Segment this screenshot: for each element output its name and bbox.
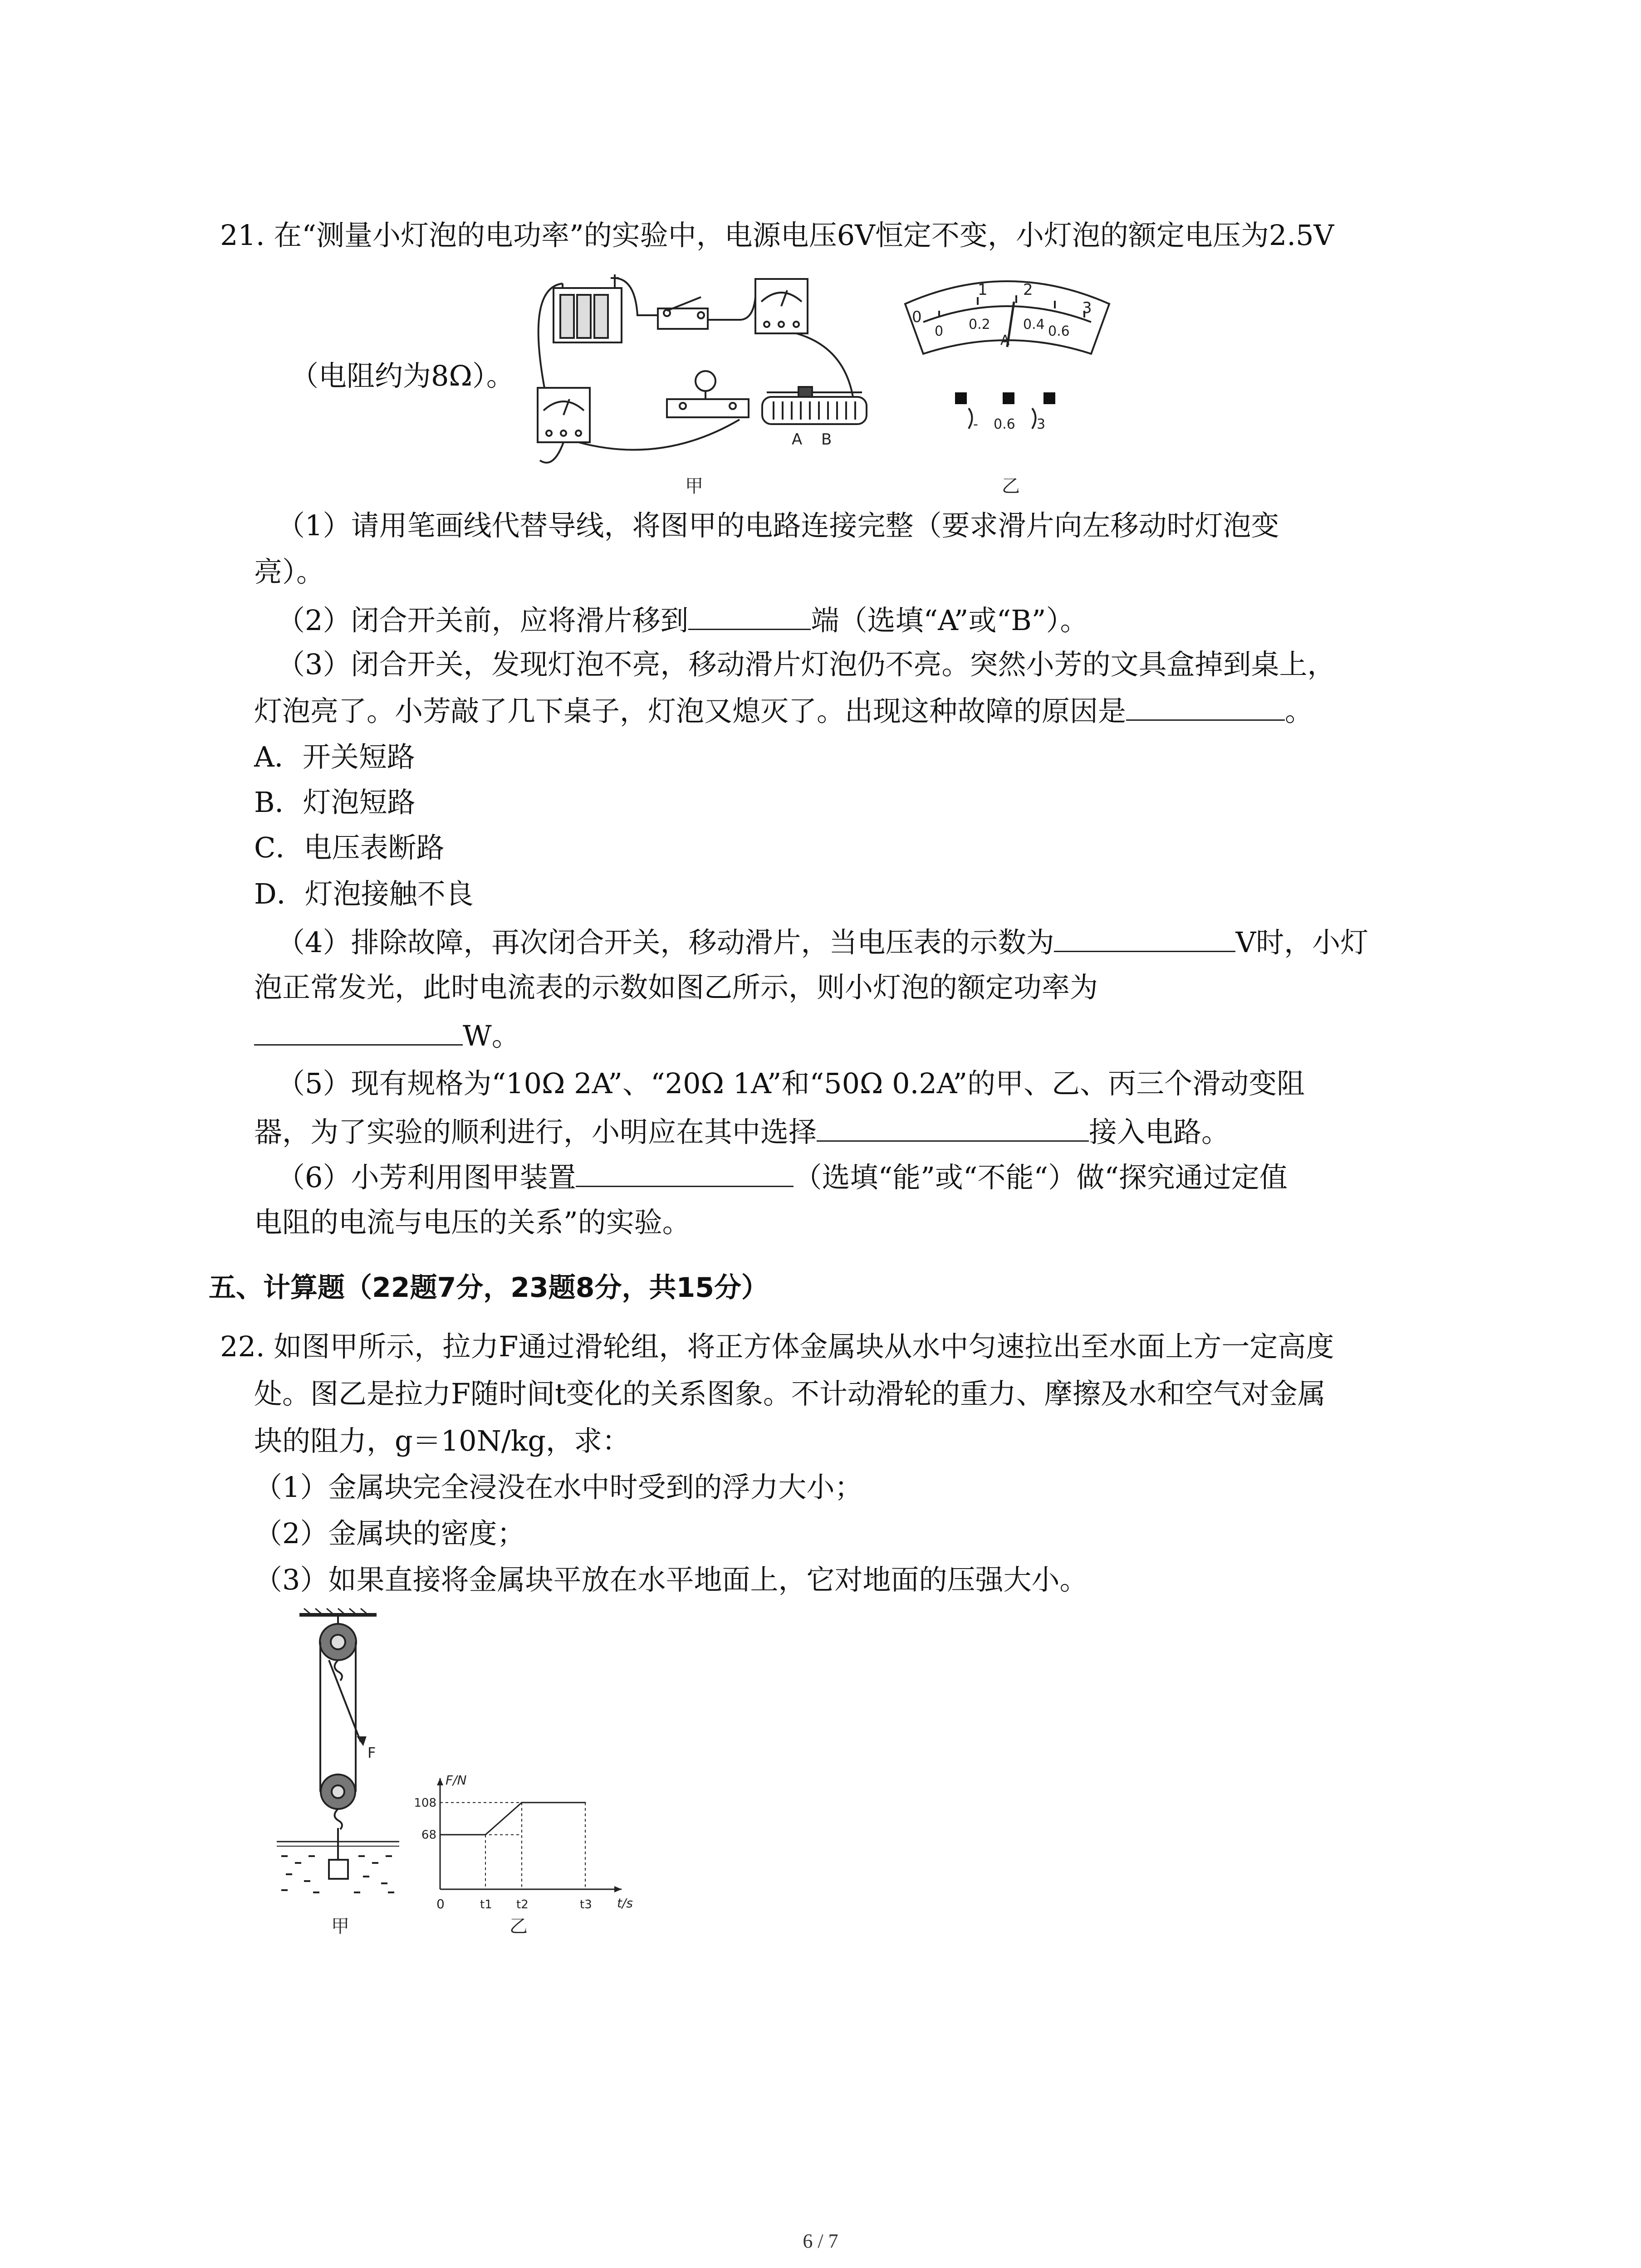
y-tick-label-0: 68 (421, 1828, 436, 1842)
q21-p3-text-c: 。 (1285, 694, 1313, 728)
y-axis-label: F/N (446, 1773, 467, 1788)
rheostat-label-a: A (792, 430, 803, 449)
force-series-line (440, 1803, 585, 1835)
q21-p4-voltage-blank[interactable] (1054, 923, 1235, 952)
q21-option-b: B．灯泡短路 (254, 786, 416, 819)
figure-caption-jia-q22: 甲 (331, 1916, 349, 1937)
q21-p4-line-a (277, 923, 1368, 961)
battery-icon (554, 274, 622, 342)
terminal-minus: - (973, 416, 978, 432)
page-number: 6 / 7 (803, 2230, 838, 2252)
dial-scale-0a: 0 (912, 308, 922, 326)
switch-icon (658, 297, 708, 329)
q21-p3-text-b: 灯泡亮了。小芳敲了几下桌子，灯泡又熄灭了。出现这种故障的原因是 (254, 694, 1127, 728)
ammeter-dial-figure (901, 272, 1114, 454)
q21-p2-line (277, 601, 1088, 639)
force-point-0 (440, 1834, 441, 1835)
y-axis-arrow (437, 1778, 443, 1785)
q21-p1-line-b: 亮）。 (254, 555, 325, 588)
q21-line-1: 21. 在“测量小灯泡的电功率”的实验中，电源电压6V恒定不变，小灯泡的额定电压为2.5V (220, 219, 1334, 252)
pulley-force-label: F (367, 1744, 376, 1761)
pulley-figure (272, 1606, 417, 1923)
dial-scale-02: 0.2 (969, 317, 990, 332)
q21-p6-text-b: （选填“能”或“不能“）做“探究通过定值 (794, 1161, 1288, 1194)
q22-line-2: 处。图乙是拉力F随时间t变化的关系图象。不计动滑轮的重力、摩擦及水和空气对金属 (254, 1377, 1326, 1410)
q21-p2-answer-blank[interactable] (688, 601, 811, 630)
q21-p5-answer-blank[interactable] (817, 1112, 1089, 1142)
dial-unit-a: A (1000, 332, 1010, 348)
rheostat-label-b: B (821, 430, 832, 449)
y-tick-label-1: 108 (414, 1796, 436, 1810)
ammeter-icon (538, 388, 590, 442)
x-tick-label-t3: t3 (580, 1898, 592, 1911)
figure-caption-yi-q21: 乙 (1002, 476, 1020, 497)
force-time-chart (399, 1765, 635, 1914)
q22-sub-2: （2）金属块的密度； (254, 1517, 525, 1550)
q21-p2-text-b: 端（选填“A”或“B”）。 (811, 604, 1088, 637)
q21-p5-line-a: （5）现有规格为“10Ω 2A”、“20Ω 1A”和“50Ω 0.2A”的甲、乙、丙三个滑动变阻 (277, 1067, 1305, 1100)
x-axis-arrow (614, 1886, 622, 1892)
voltmeter-icon (755, 279, 808, 333)
q21-p6-answer-blank[interactable] (576, 1158, 794, 1187)
q21-p6-text-a: （6）小芳利用图甲装置 (277, 1161, 576, 1194)
dial-scale-1: 1 (978, 281, 988, 299)
q21-p1-line-a: （1）请用笔画线代替导线，将图甲的电路连接完整（要求滑片向左移动时灯泡变 (277, 509, 1279, 542)
x-tick-label-t1: t1 (480, 1898, 492, 1911)
q21-p4-power-blank[interactable] (254, 1016, 463, 1046)
q21-p3-line-a: （3）闭合开关，发现灯泡不亮，移动滑片灯泡仍不亮。突然小芳的文具盒掉到桌上， (277, 648, 1336, 681)
dial-scale-06: 0.6 (1048, 323, 1070, 339)
q21-p6-line-c: 电阻的电流与电压的关系”的实验。 (254, 1206, 691, 1239)
dial-scale-3: 3 (1082, 299, 1092, 317)
q22-line-1: 22. 如图甲所示，拉力F通过滑轮组，将正方体金属块从水中匀速拉出至水面上方一定高度 (220, 1330, 1334, 1363)
lamp-icon (667, 371, 749, 417)
x-axis-label: t/s (617, 1896, 633, 1911)
figure-caption-yi-q22: 乙 (509, 1916, 528, 1937)
q21-p5-line-b (254, 1112, 1230, 1151)
q21-p4-text-a: （4）排除故障，再次闭合开关，移动滑片，当电压表的示数为 (277, 926, 1054, 959)
figure-caption-jia-q21: 甲 (685, 476, 703, 497)
q21-p4-text-d: W。 (463, 1019, 520, 1052)
q21-p2-text-a: （2）闭合开关前，应将滑片移到 (277, 604, 689, 637)
q21-option-a: A．开关短路 (254, 740, 415, 773)
q22-line-3: 块的阻力，g＝10N/kg，求： (254, 1424, 630, 1457)
q21-p3-line-b (254, 691, 1313, 730)
rheostat-icon (762, 387, 867, 424)
q21-option-c: C．电压表断路 (254, 831, 445, 864)
q21-p4-line-c: 泡正常发光，此时电流表的示数如图乙所示，则小灯泡的额定功率为 (254, 971, 1098, 1004)
x-tick-label-t2: t2 (516, 1898, 529, 1911)
q22-sub-1: （1）金属块完全浸没在水中时受到的浮力大小； (254, 1471, 863, 1504)
origin-label: 0 (436, 1897, 445, 1911)
q21-p3-answer-blank[interactable] (1126, 691, 1285, 721)
q21-p4-line-d (254, 1016, 520, 1055)
dial-scale-2: 2 (1023, 281, 1033, 299)
section-heading: 五、计算题（22题7分，23题8分，共15分） (209, 1272, 769, 1304)
dial-scale-0b: 0 (935, 323, 944, 339)
circuit-figure (526, 270, 916, 483)
q21-p5-text-c: 接入电路。 (1089, 1115, 1230, 1149)
q21-option-d: D．灯泡接触不良 (254, 877, 474, 910)
q21-line-2: （电阻约为8Ω）。 (290, 359, 514, 392)
q21-p5-text-b: 器，为了实验的顺利进行，小明应在其中选择 (254, 1115, 817, 1149)
terminal-06: 0.6 (994, 416, 1015, 432)
q22-sub-3: （3）如果直接将金属块平放在水平地面上，它对地面的压强大小。 (254, 1563, 1088, 1596)
terminal-3: 3 (1037, 416, 1046, 432)
dial-scale-04: 0.4 (1023, 317, 1045, 332)
q21-p6-line-a (277, 1158, 1288, 1196)
q21-p4-text-b: V时，小灯 (1235, 926, 1369, 959)
